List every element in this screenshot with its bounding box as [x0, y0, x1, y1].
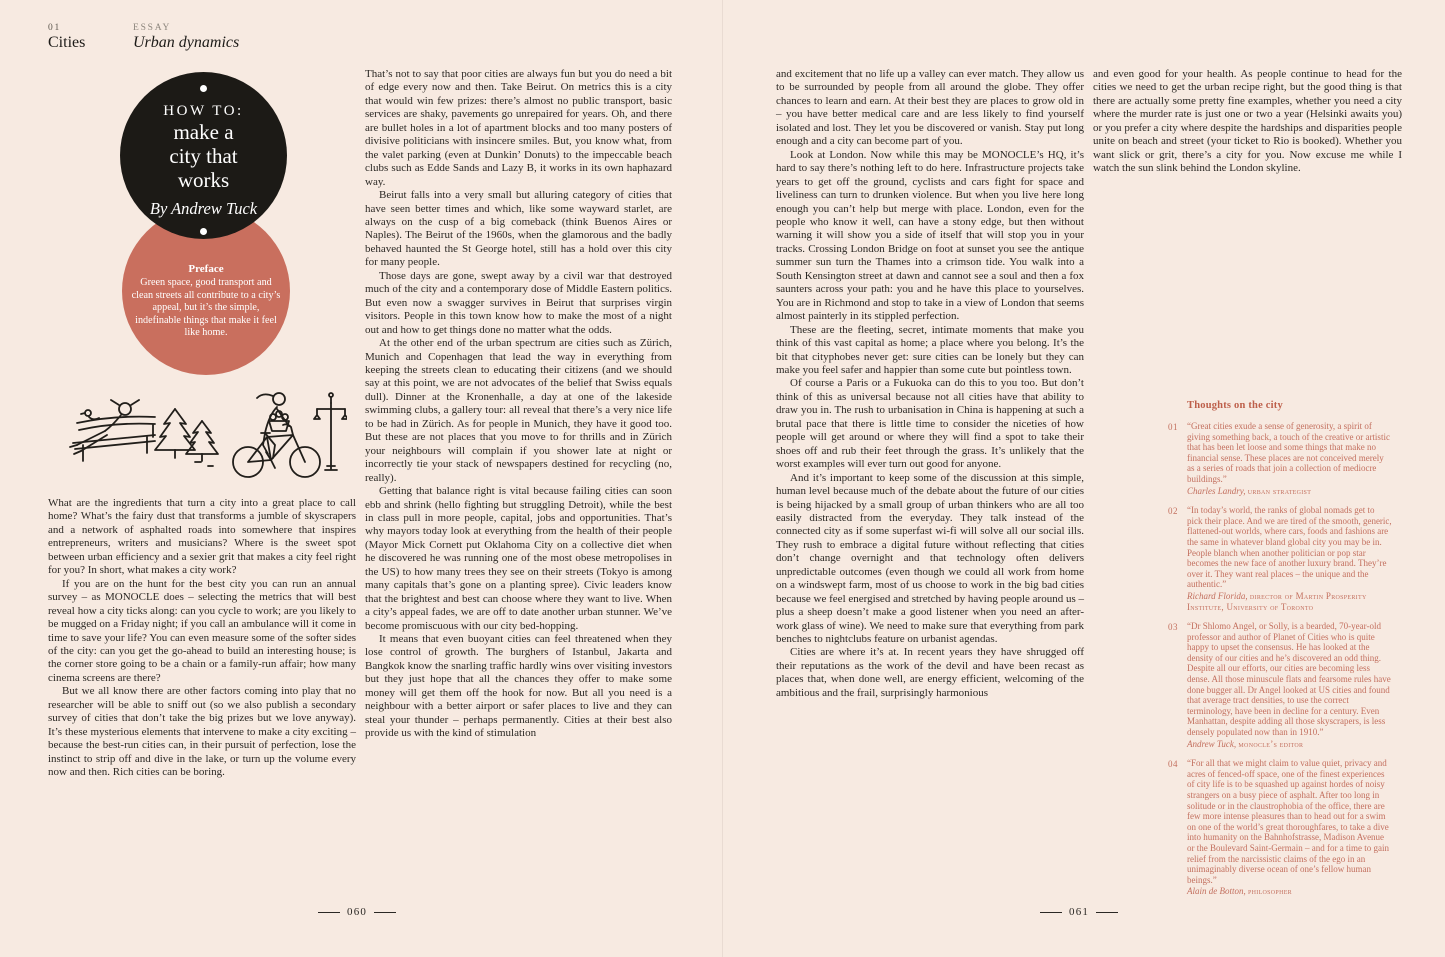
thought-quote: “For all that we might claim to value quiet, privacy and acres of fenced-off space, one of the finest experiences of city life is to be squashed up against hordes of noisy strangers on a busy piece of asphalt. After too long in solitude or in the claustrophobia of the office, there are few more intense pleasures than to head out for a swim on one of the world’s great thoroughfares, to take a dive into humanity on the Bahnhofstrasse, Madison Avenue or the Boulevard Saint-Germain – and for a time to gain relief from the narcissistic claims of the ego in an unimaginably diverse ocean of one’s fellow human beings.”: [1187, 758, 1389, 885]
thought-number: 02: [1168, 506, 1178, 517]
header-essay-kicker: ESSAY: [133, 23, 172, 33]
preface-heading: Preface: [188, 263, 224, 275]
park-scene-illustration: [55, 368, 347, 496]
paragraph: If you are on the hunt for the best city you can run an annual survey – as MONOCLE does – selecting the metrics that will best reveal how a city ticks along: can you cycle to work; are you likely to be mugged on a Friday night; if you call an ambulance will it come in time to save your life? You can even measure some of the softer sides of the city: can you get the go-ahead to build an interesting house; is the corner store going to be a chain or a family-run affair; how many cinema screens are there?: [48, 577, 356, 684]
thought-quote: “In today’s world, the ranks of global nomads get to pick their place. And we are tired of the smooth, generic, flattened-out worlds, where cars, foods and fashions are the same in whatever bland global city you may be in. People blanch when another politician or pop star becomes the new face of another luxury brand. They’re over it. They want real places – the unique and the authentic.”: [1187, 505, 1392, 590]
how-to-kicker: HOW TO:: [163, 103, 244, 119]
footer-rule: [1040, 912, 1062, 913]
thought-number: 04: [1168, 759, 1178, 770]
preface-text: Green space, good transport and clean streets all contribute to a city’s appeal, but it’s the simple, indefinable things that make it feel like home.: [131, 277, 281, 339]
sidebar-title: Thoughts on the city: [1187, 400, 1283, 411]
paragraph: These are the fleeting, secret, intimate moments that make you think of this vast capital as home; a place where you belong. It’s the bit that cityphobes never get: sure cities can be lonely but they can make you feel safer and happier than some cute but pointless town.: [776, 323, 1084, 376]
thought-number: 03: [1168, 622, 1178, 633]
circle-dot-icon: [200, 228, 207, 235]
how-to-title-line: make a: [173, 120, 234, 144]
footer-rule: [374, 912, 396, 913]
header-section-block: [48, 23, 85, 52]
paragraph: and even good for your health. As people continue to head for the cities we need to get the urban recipe right, but the good thing is that there are actually some pretty fine examples, whether you need a city where the murder rate is just one or two a year (Helsinki awaits you) or you prefer a city where despite the hardships and disparities people unite on beach and street (your ticket to Rio is booked). Whether you want slick or grit, there’s a city for you. Now excuse me while I watch the sun slink behind the London skyline.: [1093, 68, 1402, 175]
paragraph: Getting that balance right is vital because failing cities can soon ebb and shrink (hello fighting but struggling Detroit), while the best in class pull in more people, capital, jobs and opportunities. That’s why mayors today look at everything from the health of their people (Mayor Mick Cornett put Oklahoma City on a collective diet when he discovered he was running one of the most obese metropolises in the US) to how many trees they see on their streets (Tokyo is among many capitals that’s gone on a planting spree). Civic leaders know that the brightest and best can choose where they want to live. When a city’s appeal fades, we are off to date another urban stunner. We’ve become promiscuous with our city bed-hopping.: [365, 485, 672, 632]
thought-quote: “Great cities exude a sense of generosity, a spirit of giving something back, a touch of the creative or artistic that has been let loose and some things that make no financial sense. These places are not conceived merely as a series of roads that join a collection of mediocre buildings.”: [1187, 421, 1390, 484]
paragraph: It means that even buoyant cities can feel threatened when they lose control of growth. The burghers of Istanbul, Jakarta and Bangkok know the snarling traffic hardly wins over visiting investors but they just hope that all the chances they offer to make some money will get them off the hook for now. But all you need is a neighbour with a better airport or safer places to live and they can steal your thunder – perhaps permanently. Cities at their best also provide us with the kind of stimulation: [365, 633, 672, 740]
header-essay-topic: Urban dynamics: [133, 34, 240, 51]
page-number-left: 060: [318, 906, 396, 918]
paragraph: At the other end of the urban spectrum are cities such as Zürich, Munich and Copenhagen that lead the way in everything from keeping the streets clean to educating their citizens (and we should say at this point, we are not advocates of the belief that Swiss equals dull). Dinner at the Kronenhalle, a day at one of the lakeside swimming clubs, a gallery tour: all reveal that there’s a very nice life to be had in Zürich. As for people in Munich, they have it good too. But these are not places that you move to for thrills and in Zürich your neighbours will complain if you shower late at night or incorrectly tie your stack of newspapers destined for recycling (no, really).: [365, 337, 672, 484]
circle-dot-icon: [200, 85, 207, 92]
thought-quote: “Dr Shlomo Angel, or Solly, is a bearded, 70-year-old professor and author of Planet of Cities who is quite happy to upset the consensus. He has looked at the density of our cities and he’s discovered an odd thing. Despite all our efforts, our cities are becoming less dense. All those minuscule flats and fearsome rules have done bugger all. Dr Angel looked at US cities and found that average tract densities, to use the correct terminology, have been in decline for a century. Even Manhattan, despite adding all those skyscrapers, is less densely populated now than in 1910.”: [1187, 621, 1391, 738]
footer-rule: [318, 912, 340, 913]
thought-attribution: Alain de Botton, philosopher: [1187, 886, 1292, 897]
article-column-2: [365, 68, 672, 741]
thought-item: [1168, 505, 1405, 612]
page-number-right: 061: [1040, 906, 1118, 918]
tree-icon: [155, 409, 175, 450]
header-essay-block: [133, 23, 239, 52]
header-section-title: Cities: [48, 34, 86, 51]
cyclist-icon: [273, 393, 285, 405]
bird-icon: [89, 417, 99, 419]
paragraph: Those days are gone, swept away by a civil war that destroyed much of the city and a contemporary dose of Middle Eastern politics. But even now a swagger survives in Beirut that surprises virgin visitors. People in this town know how to make the most of a night out and how to get things done no matter what the odds.: [365, 269, 672, 336]
how-to-title-circle: [120, 72, 287, 239]
thought-number: 01: [1168, 422, 1178, 432]
thought-item: [1168, 421, 1405, 496]
footer-rule: [1096, 912, 1118, 913]
article-column-4: [1093, 68, 1402, 176]
how-to-title-line: city that: [169, 144, 238, 168]
thought-attribution: Charles Landry, urban strategist: [1187, 485, 1312, 496]
article-column-3: [776, 68, 1084, 700]
paragraph: Cities are where it’s at. In recent years they have shrugged off their reputations as the work of the devil and have been recast as places that, when done well, are energy efficient, welcoming of the ambitious and the frail, surprisingly harmonious: [776, 646, 1084, 699]
street-lamp-icon: [325, 403, 337, 470]
paragraph: And it’s important to keep some of the discussion at this simple, human level because much of the debate about the future of our cities is being hijacked by a small group of urban thinkers who are all too easily distracted from the everyday. They talk instead of the connected city as if some superfast wi-fi will solve all our social ills. They rush to embrace a digital future without reflecting that cities don’t change overnight and that technology often delivers unpredictable outcomes (even though we could all work from home on a windswept farm, most of us choose to work in the big bad cities because we feel energised and stretched by having people around us – plus a sheep doesn’t make a good listener when you need an after-work glass of wine). We need to make sure that everything from park benches to nightclubs feature on urbanist agendas.: [776, 471, 1084, 646]
how-to-title-line: works: [177, 168, 230, 192]
reclining-person-icon: [119, 403, 131, 415]
thought-item: [1168, 621, 1405, 749]
thought-attribution: Richard Florida, director of Martin Prosperity Institute, University of Toronto: [1187, 590, 1367, 612]
paragraph: and excitement that no life up a valley can ever match. They allow us to be surrounded by people from all around the globe. They offer chances to learn and earn. At their best they are places to grow old in – you have better medical care and are less likely to find yourself isolated and lost. They let you be discovered or vanish. Stay put long enough and a city can become part of you.: [776, 68, 1084, 148]
paragraph: Look at London. Now while this may be MONOCLE’s HQ, it’s hard to say there’s nothing left to do here. Infrastructure projects take years to get off the ground, cyclists and cars fight for space and liveliness can turn to drunken violence. But when you live here long enough you can’t help but merge with place. London, even for the people who know it well, can have a stony edge, but then without warning it will show you a side of itself that will stop you in your tracks. Crossing London Bridge on foot at sunset you see the antique summer sun turn the Thames into a crimson tide. You walk into a South Kensington street at dawn and cannot see a soul and then a fox saunters across your path: you and he have this place to yourselves. You are in Richmond and stop to take in a view of London that seems almost painterly in its stippled perfection.: [776, 148, 1084, 323]
byline: By Andrew Tuck: [149, 199, 258, 218]
article-column-1: [48, 497, 356, 780]
paragraph: Of course a Paris or a Fukuoka can do this to you too. But don’t think of this as universal because not all cities have that ability to draw you in. The rush to urbanisation in China is happening at such a brutal pace that there is little time to consider the niceties of how people will get around or where they will find a spot to take their shoes off and rub their feet through the grass. It’s unlikely that the worst examples will ever turn out good for anyone.: [776, 377, 1084, 471]
thoughts-sidebar: [1168, 400, 1405, 906]
paragraph: But we all know there are other factors coming into play that no researcher will be able to sniff out (so we also publish a secondary survey of cities that don’t take the big prizes but we love anyway). It’s these mysterious elements that intervene to make a city exciting – because the best-run cities can, in their pursuit of perfection, lose the instinct to strip off and dive in the lake, or turn up the volume every now and then. Rich cities can be boring.: [48, 685, 356, 779]
paragraph: That’s not to say that poor cities are always fun but you do need a bit of edge every now and then. Take Beirut. On metrics this is a city that would win few prizes: there’s almost no public transport, basic services are shaky, pavements go unrepaired for years. Oh, and there are bullet holes in a lot of apartment blocks and too many posters of divisive politicians with insincere smiles. But, you know what, from the valet parking (even at Dunkin’ Donuts) to the impeccable beach clubs such as Edde Sands and Lazy B, it works in its own haphazard way.: [365, 68, 672, 188]
thought-item: [1168, 758, 1405, 897]
thought-attribution: Andrew Tuck, monocle’s editor: [1187, 738, 1304, 749]
paragraph: What are the ingredients that turn a city into a great place to call home? What’s the fairy dust that transforms a jumble of skyscrapers and a network of asphalted roads into somewhere that inspires entrepreneurs, writers and musicians? Where is the sweet spot between urban efficiency and a sexier grit that makes a city feel right for you? In short, what makes a city work?: [48, 497, 356, 577]
header-issue-number: 01: [48, 23, 62, 33]
page-gutter-line: [722, 0, 723, 957]
paragraph: Beirut falls into a very small but alluring category of cities that have seen better times and which, like some wayward starlet, are always on the cusp of a big comeback (think Buenos Aires or Naples). The Beirut of the 1960s, when the glamorous and the badly behaved haunted the St George hotel, still has a hold over this city for many people.: [365, 189, 672, 269]
